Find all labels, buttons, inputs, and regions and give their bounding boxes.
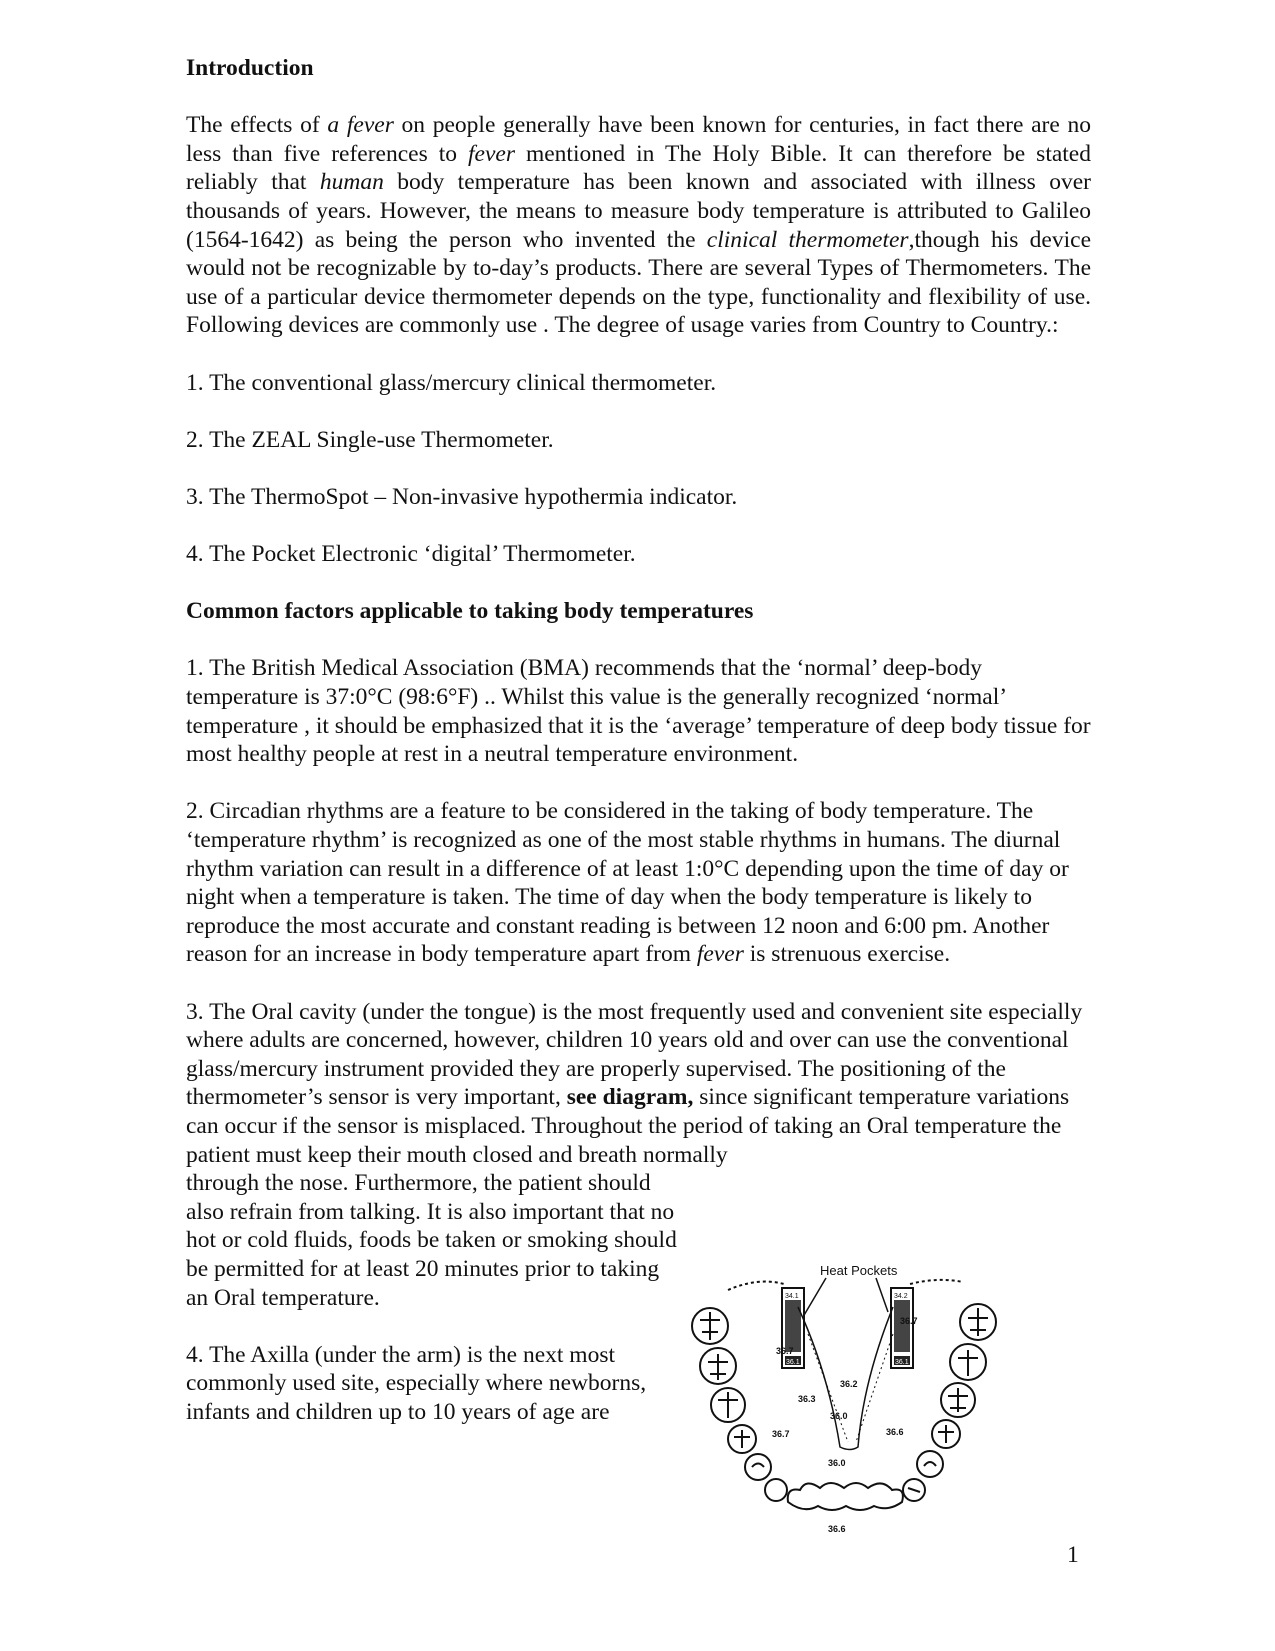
tooth [765,1479,787,1501]
tooth [745,1454,771,1480]
paragraph-axilla: 4. The Axilla (under the arm) is the next most commonly used site, especially where newborns, infants and children up to 10 years of age are [186,1341,647,1425]
paragraph-bma: 1. The British Medical Association (BMA) recommends that the ‘normal’ deep-body temperature is 37:0°C (98:6°F) .. Whilst this value is the generally recognized ‘normal’ temperature , it should be emphasized that it is the ‘average’ temperature of deep body tissue for most healthy people at rest in a neutral temperature environment. [186,655,1091,768]
temperature-reading: 36.7 [772,1429,790,1439]
temperature-reading: 36.3 [798,1394,816,1404]
common-factors-heading: Common factors applicable to taking body temperatures [186,598,754,625]
diagram-title: Heat Pockets [820,1263,898,1278]
sensor-label: 34.1 [785,1293,799,1300]
sensor-label: 36.1 [895,1359,909,1366]
paragraph-oral: 3. The Oral cavity (under the tongue) is the most frequently used and convenient site especially where adults are concerned, however, children 10 years old and over can use the conventional glass/mercury instrument provided they are properly supervised. The positioning of the thermometer’s sensor is very important, see diagram, since significant temperature variations can occur if the sensor is misplaced. Throughout the period of taking an Oral temperature the patient must keep their mouth closed and breath normally [186,998,1083,1168]
list-item: 1. The conventional glass/mercury clinical thermometer. [186,369,717,396]
temperature-reading: 36.6 [886,1427,904,1437]
temperature-reading: 36.0 [830,1411,848,1421]
oral-heat-pockets-diagram [688,1262,1033,1651]
intro-paragraph: The effects of a fever on people generally have been known for centuries, in fact there are no less than five references to fever mentioned in The Holy Bible. It can therefore be stated reliably that human body temperature has been known and associated with illness over thousands of years. However, the means to measure body temperature is attributed to Galileo (1564-1642) as being the person who invented the clinical thermometer,though his device would not be recognizable by to-day’s products. There are several Types of Thermometers. The use of a particular device thermometer depends on the type, functionality and flexibility of use. Following devices are commonly use . The degree of usage varies from Country to Country.: [186,112,1092,339]
document-body [186,54,1091,1455]
thermometer-list [186,369,1091,569]
front-teeth [788,1483,903,1510]
list-item: 4. The Pocket Electronic ‘digital’ Thermometer. [186,541,636,568]
list-item: 2. The ZEAL Single-use Thermometer. [186,426,554,453]
temperature-reading: 36.2 [840,1379,858,1389]
tooth [917,1451,943,1477]
temperature-reading: 36.0 [828,1458,846,1468]
list-item: 3. The ThermoSpot – Non-invasive hypothermia indicator. [186,483,738,510]
sensor-label: 36.1 [786,1359,800,1366]
paragraph-oral-continued: through the nose. Furthermore, the patient should also refrain from talking. It is also important that no hot or cold fluids, foods be taken or smoking should be permitted for at least 20 minutes prior to taking an Oral temperature. [186,1170,677,1311]
intro-heading: Introduction [186,55,314,81]
paragraph-circadian: 2. Circadian rhythms are a feature to be considered in the taking of body temperature. The ‘temperature rhythm’ is recognized as one of the most stable rhythms in humans. The diurnal rhythm variation can result in a difference of at least 1:0°C depending upon the time of day or night when a temperature is taken. The time of day when the body temperature is likely to reproduce the most accurate and constant reading is between 12 noon and 6:00 pm. Another reason for an increase in body temperature apart from fever is strenuous exercise. [186,798,1069,968]
temperature-reading: 36.7 [776,1346,794,1356]
page-number: 1 [1067,1542,1079,1568]
sensor-label: 34.2 [894,1293,908,1300]
temperature-reading: 36.6 [828,1524,846,1534]
temperature-reading: 36.7 [900,1316,918,1326]
